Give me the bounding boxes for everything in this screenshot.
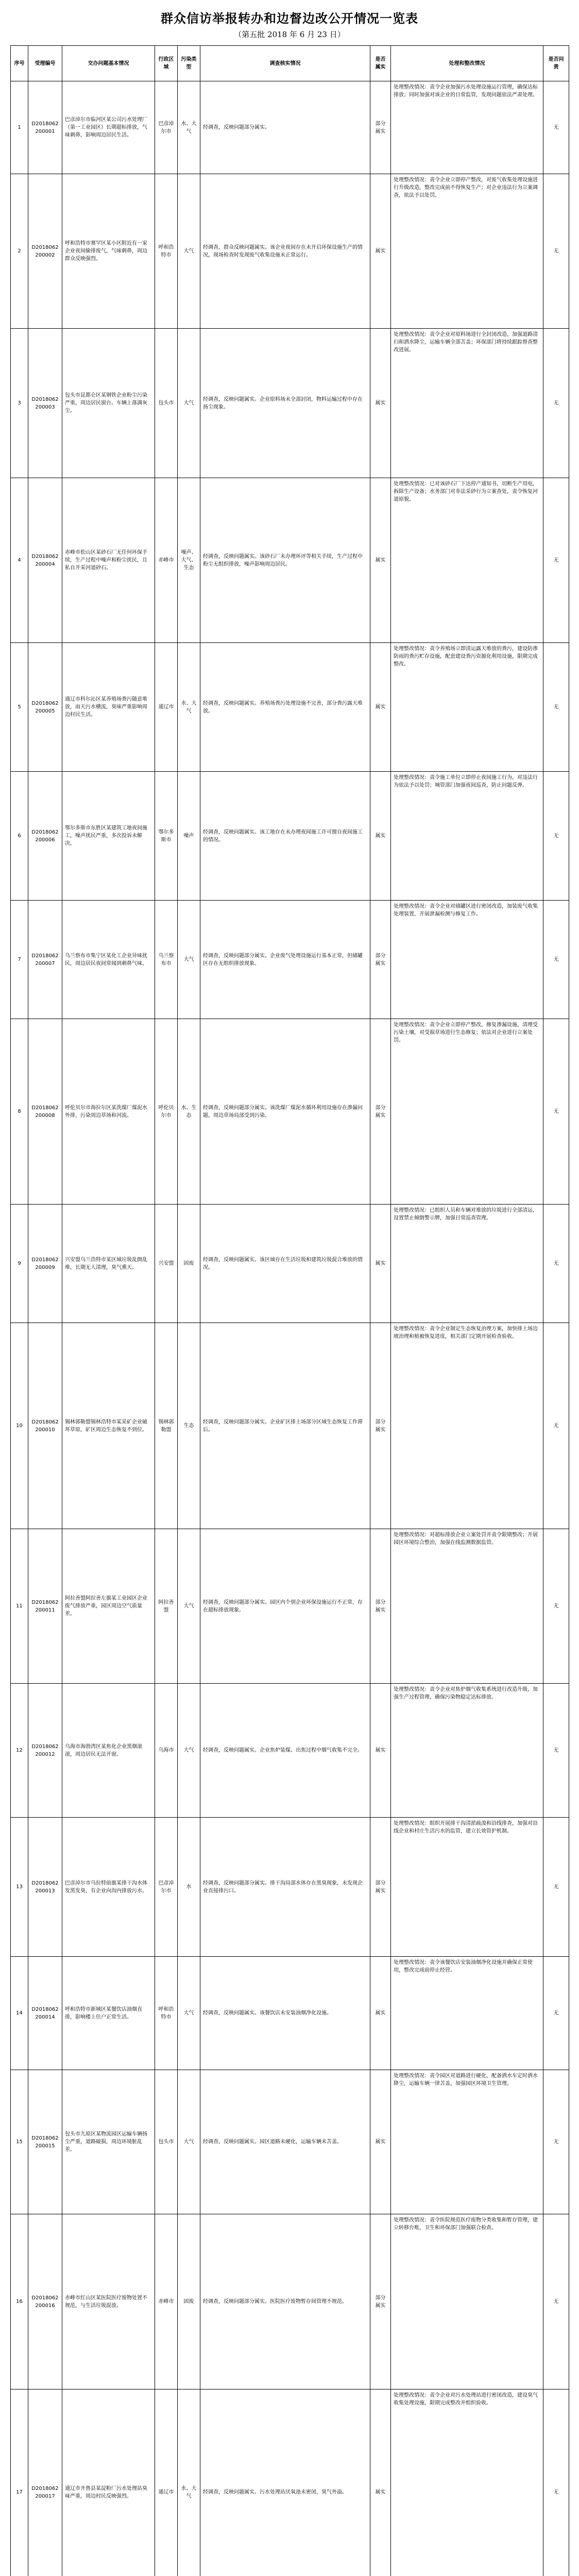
pollution-type: 水、生态 [178,1019,200,1205]
complaint-content: 包头市九原区某物流园区运输车辆扬尘严重，道路破损，周边环境脏乱差。 [62,2070,155,2214]
complaint-content: 通辽市科尔沁区某养殖场粪污随意堆放，雨天污水横流，臭味严重影响周边村民生活。 [62,643,155,772]
investigation-result: 经调查，反映问题部分属实。园区内个别企业环保设施运行不正常，存在超标排放现象。 [200,1529,370,1684]
table-row [11,81,569,174]
pollution-type: 大气 [178,901,200,1019]
rectification-status: 处理整改情况：责令企业立即停产整改，修复渗漏设施，清理受污染土壤，对受损草场进行生态修复；依法对企业进行立案处罚。 [391,1019,543,1205]
region: 巴彦淖尔市 [155,1818,178,1957]
investigation-result: 经调查，反映问题属实。该餐饮店未安装油烟净化设施。 [200,1957,370,2070]
verified-status: 部分属实 [370,81,391,174]
accountability: 无 [543,1684,569,1818]
complaint-content: 呼和浩特市新城区某餐饮店油烟直排，影响楼上住户正常生活。 [62,1957,155,2070]
pollution-type: 大气 [178,1957,200,2070]
table-row [11,478,569,643]
investigation-result: 经调查，反映问题部分属实。企业矿区排土场部分区域生态恢复工作滞后。 [200,1323,370,1529]
pollution-type: 噪声 [178,772,200,901]
column-header: 受理编号 [28,46,62,81]
case-id: D2018062200002 [28,174,62,329]
accountability: 无 [543,1323,569,1529]
accountability: 无 [543,772,569,901]
verified-status: 属实 [370,174,391,329]
table-row [11,174,569,329]
complaint-content: 鄂尔多斯市东胜区某建筑工地夜间施工，噪声扰民严重，多次投诉未解决。 [62,772,155,901]
table-row [11,329,569,478]
row-number: 7 [11,901,28,1019]
row-number: 5 [11,643,28,772]
investigation-result: 经调查，反映问题属实。该砂石厂未办理环评等相关手续，生产过程中粉尘无组织排放，噪声影响周边居民。 [200,478,370,643]
row-number: 14 [11,1957,28,2070]
complaint-content: 赤峰市松山区某砂石厂无任何环保手续，生产过程中噪声和粉尘扰民，且私自开采河道砂石。 [62,478,155,643]
region: 赤峰市 [155,2214,178,2389]
investigation-result: 经调查，反映问题属实。企业原料场未全部封闭，物料运输过程中存在扬尘现象。 [200,329,370,478]
investigation-result: 经调查，反映问题属实。企业焦炉装煤、出焦过程中烟气收集不完全。 [200,1684,370,1818]
row-number: 9 [11,1205,28,1323]
investigation-result: 经调查，反映问题属实。该区域存在生活垃圾和建筑垃圾混合堆放的情况。 [200,1205,370,1323]
region: 呼伦贝尔市 [155,1019,178,1205]
table-row [11,1957,569,2070]
row-number: 15 [11,2070,28,2214]
region: 阿拉善盟 [155,1529,178,1684]
case-id: D2018062200017 [28,2389,62,2576]
pollution-type: 大气 [178,174,200,329]
complaint-content: 赤峰市红山区某医院医疗废物处置不规范，与生活垃圾混放。 [62,2214,155,2389]
accountability: 无 [543,1529,569,1684]
table-row [11,901,569,1019]
investigation-result: 经调查，反映问题部分属实。排干沟局部水体存在黑臭现象，未发现企业直接排污口。 [200,1818,370,1957]
case-id: D2018062200013 [28,1818,62,1957]
case-id: D2018062200003 [28,329,62,478]
verified-status: 属实 [370,1957,391,2070]
page-subtitle: （第五批 2018 年 6 月 23 日） [234,30,345,39]
row-number: 10 [11,1323,28,1529]
case-id: D2018062200015 [28,2070,62,2214]
region: 乌海市 [155,1684,178,1818]
accountability: 无 [543,2214,569,2389]
verified-status: 属实 [370,2070,391,2214]
pollution-type: 大气 [178,2070,200,2214]
accountability: 无 [543,174,569,329]
table-row [11,1818,569,1957]
region: 包头市 [155,329,178,478]
rectification-status: 处理整改情况：责令企业立即停产整改，对废气收集处理设施进行升级改造，整改完成前不得恢复生产；对企业违法行为立案调查，依法予以处罚。 [391,174,543,329]
rectification-status: 处理整改情况：责令企业制定生态恢复治理方案，加快排土场边坡治理和植被恢复进度，相关部门定期开展检查验收。 [391,1323,543,1529]
region: 赤峰市 [155,478,178,643]
table-row [11,2389,569,2576]
verified-status: 部分属实 [370,901,391,1019]
verified-status: 部分属实 [370,1818,391,1957]
verified-status: 属实 [370,1684,391,1818]
complaint-content: 呼和浩特市赛罕区某小区附近有一家企业夜间偷排废气，气味刺鼻，周边群众反映强烈。 [62,174,155,329]
rectification-status: 处理整改情况：责令医院规范医疗废物分类收集和暂存管理，建立转移台账，卫生和环保部门加强联合检查。 [391,2214,543,2389]
complaint-content: 乌海市海勃湾区某焦化企业黑烟滚滚，周边居民无法开窗。 [62,1684,155,1818]
region: 包头市 [155,2070,178,2214]
verified-status: 属实 [370,2389,391,2576]
accountability: 无 [543,901,569,1019]
accountability: 无 [543,478,569,643]
table-row [11,643,569,772]
pollution-type: 大气 [178,1529,200,1684]
column-header: 交办问题基本情况 [62,46,155,81]
page-title: 群众信访举报转办和边督边改公开情况一览表 [161,11,418,26]
verified-status: 属实 [370,329,391,478]
row-number: 6 [11,772,28,901]
verified-status: 属实 [370,478,391,643]
region: 鄂尔多斯市 [155,772,178,901]
region: 锡林郭勒盟 [155,1323,178,1529]
region: 通辽市 [155,2389,178,2576]
table-row [11,1684,569,1818]
complaint-content: 包头市昆都仑区某钢铁企业粉尘污染严重，周边居民窗台、车辆上落满灰尘。 [62,329,155,478]
case-id: D2018062200001 [28,81,62,174]
case-id: D2018062200007 [28,901,62,1019]
table-row [11,1205,569,1323]
row-number: 3 [11,329,28,478]
complaint-content: 阿拉善盟阿拉善左旗某工业园区企业废气排放严重，园区周边空气质量差。 [62,1529,155,1684]
accountability: 无 [543,1818,569,1957]
region: 乌兰察布市 [155,901,178,1019]
region: 呼和浩特市 [155,1957,178,2070]
investigation-result: 经调查，反映问题部分属实。医院医疗废物暂存间管理不规范。 [200,2214,370,2389]
accountability: 无 [543,1205,569,1323]
verified-status: 属实 [370,1205,391,1323]
investigation-result: 经调查，反映问题部分属实。企业废气处理设施运行基本正常，但储罐区存在无组织排放现象。 [200,901,370,1019]
row-number: 1 [11,81,28,174]
case-id: D2018062200006 [28,772,62,901]
investigation-result: 经调查，反映问题部分属实。该洗煤厂煤泥水循环利用设施存在渗漏问题，周边草场局部受到污染。 [200,1019,370,1205]
investigation-result: 经调查，群众反映问题属实。该企业夜间存在未开启环保设施生产的情况，现场检查时发现废气收集设施未正常运行。 [200,174,370,329]
region: 巴彦淖尔市 [155,81,178,174]
table-row [11,1323,569,1529]
complaint-content: 巴彦淖尔市乌拉特前旗某排干沟水体发黑发臭，有企业向沟内排放污水。 [62,1818,155,1957]
pollution-type: 水、大气 [178,81,200,174]
table-body [11,81,569,2576]
case-id: D2018062200010 [28,1323,62,1529]
rectification-status: 处理整改情况：责令企业对储罐区进行密闭改造，加装废气收集处理装置，开展泄漏检测与修复工作。 [391,901,543,1019]
verified-status: 部分属实 [370,1529,391,1684]
complaint-content: 锡林郭勒盟锡林浩特市某采矿企业破坏草原，矿区周边生态恢复不到位。 [62,1323,155,1529]
case-id: D2018062200008 [28,1019,62,1205]
pollution-type: 固废 [178,1205,200,1323]
rectification-status: 处理整改情况：责令施工单位立即停止夜间施工行为，对违法行为依法予以处罚；城管部门加强夜间巡查，防止问题反弹。 [391,772,543,901]
complaint-content: 兴安盟乌兰浩特市某区域垃圾乱倒乱堆，长期无人清理，臭气熏天。 [62,1205,155,1323]
rectification-status: 处理整改情况：责令园区对道路进行硬化，配备洒水车定时洒水降尘，运输车辆一律苫盖，加强园区环境卫生管理。 [391,2070,543,2214]
column-header: 处理和整改情况 [391,46,543,81]
investigation-result: 经调查，反映问题属实。养殖场粪污处理设施不完善，部分粪污露天堆放。 [200,643,370,772]
investigation-result: 经调查，反映问题属实。该工地存在未办理夜间施工许可擅自夜间施工的情况。 [200,772,370,901]
case-id: D2018062200012 [28,1684,62,1818]
pollution-type: 水、大气 [178,643,200,772]
rectification-status: 处理整改情况：责令企业加强污水处理设施运行管理，确保达标排放；同时加强对该企业的日常监管，发现问题依法严肃处理。 [391,81,543,174]
accountability: 无 [543,2070,569,2214]
rectification-status: 处理整改情况：已对该砂石厂下达停产通知书，切断生产用电，拆除生产设备；水务部门对非法采砂行为立案查处，责令恢复河道原貌。 [391,478,543,643]
pollution-type: 水、大气 [178,2389,200,2576]
row-number: 17 [11,2389,28,2576]
column-header: 调查核实情况 [200,46,370,81]
rectification-status: 处理整改情况：对超标排放企业立案处罚并责令限期整改；开展园区环境综合整治，加强在线监测数据监管。 [391,1529,543,1684]
column-header: 序号 [11,46,28,81]
verified-status: 部分属实 [370,1323,391,1529]
case-id: D2018062200016 [28,2214,62,2389]
complaint-table [10,45,569,2576]
investigation-result: 经调查，反映问题属实。园区道路未硬化，运输车辆未苫盖。 [200,2070,370,2214]
row-number: 13 [11,1818,28,1957]
pollution-type: 固废 [178,2214,200,2389]
column-header: 污染类型 [178,46,200,81]
row-number: 2 [11,174,28,329]
accountability: 无 [543,643,569,772]
complaint-content: 乌兰察布市集宁区某化工企业异味扰民，周边居民夜间常闻到刺鼻气味。 [62,901,155,1019]
pollution-type: 大气 [178,1684,200,1818]
verified-status: 属实 [370,772,391,901]
pollution-type: 噪声、大气、生态 [178,478,200,643]
rectification-status: 处理整改情况：责令企业对焦炉烟气收集系统进行改造升级，加强生产过程管理，确保污染物稳定达标排放。 [391,1684,543,1818]
pollution-type: 生态 [178,1323,200,1529]
row-number: 12 [11,1684,28,1818]
column-header: 是否问责 [543,46,569,81]
case-id: D2018062200014 [28,1957,62,2070]
table-header-row [11,46,569,81]
rectification-status: 处理整改情况：组织开展排干沟清淤疏浚和沿线排查，加强对沿线企业和村庄生活污水的监管，建立长效管护机制。 [391,1818,543,1957]
region: 兴安盟 [155,1205,178,1323]
accountability: 无 [543,2389,569,2576]
investigation-result: 经调查，反映问题属实。污水处理站厌氧池未密闭，臭气外溢。 [200,2389,370,2576]
row-number: 4 [11,478,28,643]
case-id: D2018062200005 [28,643,62,772]
column-header: 是否属实 [370,46,391,81]
case-id: D2018062200004 [28,478,62,643]
case-id: D2018062200009 [28,1205,62,1323]
investigation-result: 经调查，反映问题部分属实。 [200,81,370,174]
column-header: 行政区域 [155,46,178,81]
table-row [11,1529,569,1684]
rectification-status: 处理整改情况：责令养殖场立即清运露天堆放的粪污，建设防渗防雨的粪污贮存设施，配套建设粪污资源化利用设施，限期完成整改。 [391,643,543,772]
rectification-status: 处理整改情况：已组织人员和车辆对堆放的垃圾进行全部清运，设置禁止倾倒警示牌，加强日常巡查管理。 [391,1205,543,1323]
accountability: 无 [543,1957,569,2070]
pollution-type: 大气 [178,329,200,478]
region: 通辽市 [155,643,178,772]
rectification-status: 处理整改情况：责令企业对污水处理站进行密闭改造，建设臭气收集处理设施，限期完成整改并组织验收。 [391,2389,543,2576]
case-id: D2018062200011 [28,1529,62,1684]
accountability: 无 [543,329,569,478]
pollution-type: 水 [178,1818,200,1957]
rectification-status: 处理整改情况：责令该餐饮店安装油烟净化设施并确保正常使用，整改完成前停止经营。 [391,1957,543,2070]
accountability: 无 [543,81,569,174]
verified-status: 属实 [370,643,391,772]
complaint-content: 通辽市开鲁县某淀粉厂污水处理站臭味严重，周边村民反映强烈。 [62,2389,155,2576]
accountability: 无 [543,1019,569,1205]
table-row [11,1019,569,1205]
row-number: 8 [11,1019,28,1205]
rectification-status: 处理整改情况：责令企业对原料场进行全封闭改造，加强道路清扫和洒水降尘，运输车辆全部苫盖；环保部门将持续跟踪督查整改进展。 [391,329,543,478]
table-row [11,772,569,901]
complaint-content: 呼伦贝尔市海拉尔区某洗煤厂煤泥水外排，污染周边草场和河流。 [62,1019,155,1205]
row-number: 11 [11,1529,28,1684]
table-row [11,2070,569,2214]
verified-status: 部分属实 [370,1019,391,1205]
region: 呼和浩特市 [155,174,178,329]
verified-status: 部分属实 [370,2214,391,2389]
table-row [11,2214,569,2389]
complaint-content: 巴彦淖尔市临河区某公司污水处理厂（第一工业园区）长期超标排放，气味刺鼻，影响周边居民生活。 [62,81,155,174]
row-number: 16 [11,2214,28,2389]
